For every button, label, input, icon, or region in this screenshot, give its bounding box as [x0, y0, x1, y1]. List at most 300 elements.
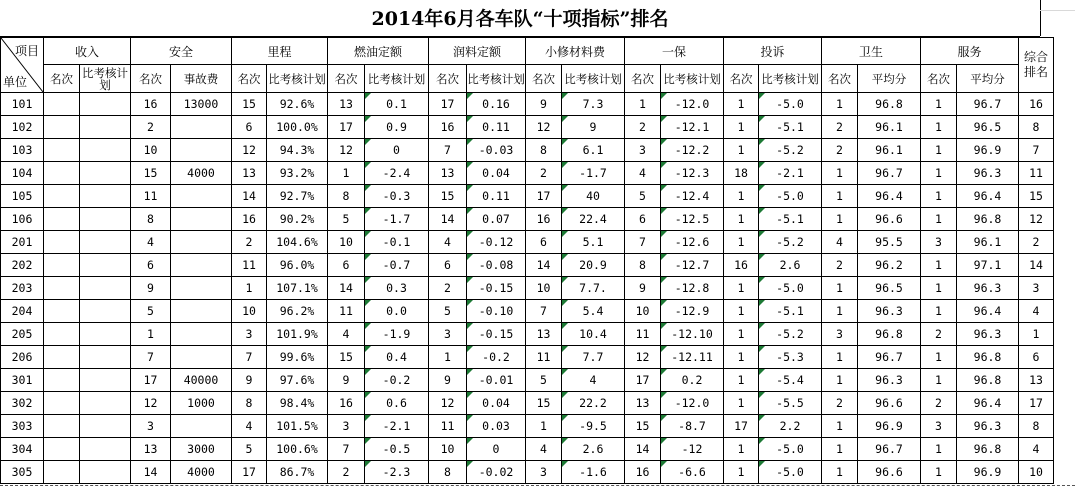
data-cell: 97.6% [267, 369, 328, 392]
data-cell: -5.2 [759, 323, 822, 346]
data-cell: 7 [131, 346, 171, 369]
data-cell: 96.7 [858, 438, 921, 461]
data-cell: 3 [921, 231, 957, 254]
data-cell [171, 254, 232, 277]
data-cell: 1 [724, 346, 759, 369]
data-cell [44, 139, 80, 162]
data-cell: 6 [526, 231, 562, 254]
data-cell: 9 [562, 116, 625, 139]
data-cell: 1 [724, 300, 759, 323]
total-rank-cell: 12 [1019, 208, 1054, 231]
data-cell [44, 415, 80, 438]
unit-cell: 103 [1, 139, 44, 162]
subheader-cell: 名次 [44, 65, 80, 93]
data-cell: 96.4 [957, 392, 1019, 415]
subheader-cell: 比考核计划 [467, 65, 526, 93]
data-cell: 5 [131, 300, 171, 323]
data-cell: 16 [232, 208, 267, 231]
data-cell [44, 254, 80, 277]
data-cell: 15 [328, 346, 365, 369]
data-cell: 10 [328, 231, 365, 254]
data-cell: -2.1 [759, 162, 822, 185]
data-cell [44, 277, 80, 300]
data-cell: 1 [328, 162, 365, 185]
unit-cell: 202 [1, 254, 44, 277]
data-cell: 1 [724, 369, 759, 392]
table-row [1, 254, 1054, 277]
data-cell: 97.1 [957, 254, 1019, 277]
total-rank-cell: 11 [1019, 162, 1054, 185]
data-cell [80, 369, 131, 392]
unit-cell: 104 [1, 162, 44, 185]
data-cell [44, 300, 80, 323]
data-cell: 13 [131, 438, 171, 461]
data-cell: 16 [724, 254, 759, 277]
data-cell: 96.9 [858, 415, 921, 438]
data-cell: 5.4 [562, 300, 625, 323]
data-cell: 96.7 [858, 162, 921, 185]
data-cell: -1.6 [562, 461, 625, 484]
data-cell: 1 [724, 461, 759, 484]
data-cell: 1 [822, 346, 858, 369]
data-cell: 96.2% [267, 300, 328, 323]
data-cell: 1 [724, 116, 759, 139]
data-cell [44, 323, 80, 346]
data-cell: 3 [232, 323, 267, 346]
data-cell: -12.2 [661, 139, 724, 162]
subheader-cell: 事故费 [171, 65, 232, 93]
data-cell: -12.0 [661, 93, 724, 116]
data-cell: 1 [822, 208, 858, 231]
data-cell: 1 [921, 277, 957, 300]
data-cell [80, 185, 131, 208]
data-cell: 0.03 [467, 415, 526, 438]
data-cell [80, 323, 131, 346]
data-cell [171, 346, 232, 369]
data-cell: -12.11 [661, 346, 724, 369]
data-cell: -5.0 [759, 185, 822, 208]
data-cell: 9 [328, 369, 365, 392]
data-cell [171, 323, 232, 346]
ranking-table [0, 37, 1054, 484]
total-rank-cell: 3 [1019, 277, 1054, 300]
subheader-cell: 名次 [921, 65, 957, 93]
subheader-cell: 比考核计划 [80, 65, 131, 93]
unit-label: 单位 [3, 75, 28, 89]
data-cell: 96.3 [957, 415, 1019, 438]
data-cell: 96.6 [858, 392, 921, 415]
data-cell: 5 [232, 438, 267, 461]
data-cell: 96.8 [858, 323, 921, 346]
data-cell: 11 [232, 254, 267, 277]
data-cell: 3000 [171, 438, 232, 461]
data-cell [171, 277, 232, 300]
data-cell: -5.0 [759, 438, 822, 461]
data-cell: 1000 [171, 392, 232, 415]
data-cell: -0.2 [467, 346, 526, 369]
data-cell: -5.0 [759, 461, 822, 484]
data-cell: 3 [921, 415, 957, 438]
data-cell: 93.2% [267, 162, 328, 185]
unit-cell: 102 [1, 116, 44, 139]
data-cell: 96.6 [858, 461, 921, 484]
total-rank-cell: 8 [1019, 116, 1054, 139]
data-cell: 95.5 [858, 231, 921, 254]
data-cell: -1.7 [562, 162, 625, 185]
data-cell: 96.5 [957, 116, 1019, 139]
data-cell: 3 [526, 461, 562, 484]
data-cell [171, 208, 232, 231]
data-cell: 96.1 [957, 231, 1019, 254]
data-cell: 2.6 [562, 438, 625, 461]
data-cell: 96.1 [858, 116, 921, 139]
data-cell: 5 [625, 185, 661, 208]
total-rank-cell: 7 [1019, 139, 1054, 162]
data-cell: 96.1 [858, 139, 921, 162]
unit-cell: 105 [1, 185, 44, 208]
data-cell: 96.3 [858, 369, 921, 392]
data-cell: 15 [429, 185, 467, 208]
data-cell: -0.1 [365, 231, 429, 254]
data-cell: 4 [526, 438, 562, 461]
data-cell: -1.9 [365, 323, 429, 346]
data-cell: 1 [526, 415, 562, 438]
header-row-sub [1, 65, 1054, 93]
data-cell: 96.4 [957, 300, 1019, 323]
data-cell: 96.9 [957, 461, 1019, 484]
data-cell: 96.9 [957, 139, 1019, 162]
subheader-cell: 名次 [232, 65, 267, 93]
data-cell: -0.03 [467, 139, 526, 162]
data-cell [171, 231, 232, 254]
data-cell: 17 [328, 116, 365, 139]
data-cell: 17 [131, 369, 171, 392]
data-cell: 4 [429, 231, 467, 254]
data-cell: 3 [822, 323, 858, 346]
data-cell: 0.2 [661, 369, 724, 392]
data-cell: 1 [921, 116, 957, 139]
data-cell: 20.9 [562, 254, 625, 277]
data-cell: 7 [526, 300, 562, 323]
data-cell [171, 185, 232, 208]
data-cell: 15 [625, 415, 661, 438]
data-cell: -12.8 [661, 277, 724, 300]
data-cell: 1 [724, 185, 759, 208]
unit-cell: 204 [1, 300, 44, 323]
data-cell: -9.5 [562, 415, 625, 438]
data-cell: 4 [232, 415, 267, 438]
data-cell [80, 116, 131, 139]
subheader-cell: 名次 [724, 65, 759, 93]
data-cell: 14 [232, 185, 267, 208]
data-cell: 0 [365, 139, 429, 162]
data-cell: 1 [921, 254, 957, 277]
group-header: 投诉 [724, 38, 822, 65]
data-cell: 0.11 [467, 116, 526, 139]
data-cell: -12.6 [661, 231, 724, 254]
subheader-cell: 比考核计划 [562, 65, 625, 93]
data-cell: 1 [625, 93, 661, 116]
data-cell: 4 [625, 162, 661, 185]
data-cell: 16 [328, 392, 365, 415]
data-cell: 17 [724, 415, 759, 438]
data-cell: 1 [822, 300, 858, 323]
data-cell: 0.16 [467, 93, 526, 116]
data-cell: -0.2 [365, 369, 429, 392]
data-cell: 90.2% [267, 208, 328, 231]
empty-gridline [1040, 0, 1075, 36]
item-label: 项目 [14, 44, 39, 58]
data-cell: 96.3 [957, 277, 1019, 300]
data-cell: 40 [562, 185, 625, 208]
data-cell: 9 [526, 93, 562, 116]
data-cell: -6.6 [661, 461, 724, 484]
data-cell [44, 162, 80, 185]
table-row [1, 277, 1054, 300]
unit-cell: 305 [1, 461, 44, 484]
total-rank-cell: 2 [1019, 231, 1054, 254]
group-header: 里程 [232, 38, 328, 65]
data-cell: 1 [724, 231, 759, 254]
data-cell: 9 [625, 277, 661, 300]
unit-cell: 106 [1, 208, 44, 231]
group-header: 卫生 [822, 38, 921, 65]
data-cell: 17 [232, 461, 267, 484]
data-cell: 1 [921, 346, 957, 369]
data-cell [171, 116, 232, 139]
data-cell: 96.8 [957, 438, 1019, 461]
data-cell: -0.15 [467, 277, 526, 300]
data-cell: 0.4 [365, 346, 429, 369]
data-cell: 15 [232, 93, 267, 116]
data-cell: 1 [131, 323, 171, 346]
data-cell: 12 [328, 139, 365, 162]
data-cell: 6 [429, 254, 467, 277]
subheader-cell: 名次 [625, 65, 661, 93]
total-rank-cell: 1 [1019, 323, 1054, 346]
data-cell: 101.5% [267, 415, 328, 438]
data-cell [44, 369, 80, 392]
data-cell: -0.08 [467, 254, 526, 277]
data-cell: -5.1 [759, 116, 822, 139]
group-header: 燃油定额 [328, 38, 429, 65]
data-cell: 0.04 [467, 392, 526, 415]
data-cell: 9 [232, 369, 267, 392]
data-cell: 13 [526, 323, 562, 346]
data-cell: 96.3 [858, 300, 921, 323]
data-cell: 14 [526, 254, 562, 277]
data-cell: -5.2 [759, 139, 822, 162]
data-cell: 0.04 [467, 162, 526, 185]
data-cell: 6 [328, 254, 365, 277]
data-cell: 10 [232, 300, 267, 323]
total-rank-cell: 4 [1019, 438, 1054, 461]
data-cell: 1 [232, 277, 267, 300]
subheader-cell: 比考核计划 [759, 65, 822, 93]
data-cell: -5.4 [759, 369, 822, 392]
data-cell: 1 [822, 369, 858, 392]
data-cell: -0.5 [365, 438, 429, 461]
group-header: 收入 [44, 38, 131, 65]
data-cell: 14 [429, 208, 467, 231]
data-cell [80, 231, 131, 254]
data-cell: 12 [429, 392, 467, 415]
data-cell: 0.6 [365, 392, 429, 415]
data-cell: 4000 [171, 162, 232, 185]
data-cell: 8 [131, 208, 171, 231]
data-cell [44, 231, 80, 254]
data-cell: 0.1 [365, 93, 429, 116]
data-cell: 0 [467, 438, 526, 461]
data-cell: 8 [429, 461, 467, 484]
group-header: 一保 [625, 38, 724, 65]
data-cell: 13 [232, 162, 267, 185]
data-cell [80, 208, 131, 231]
data-cell: 14 [131, 461, 171, 484]
data-cell: 6 [232, 116, 267, 139]
data-cell: 3 [328, 415, 365, 438]
data-cell: 7 [328, 438, 365, 461]
data-cell: 11 [131, 185, 171, 208]
data-cell: 2 [232, 231, 267, 254]
total-rank-header: 综合排名 [1019, 38, 1054, 93]
data-cell: 1 [822, 438, 858, 461]
unit-cell: 206 [1, 346, 44, 369]
subheader-cell: 名次 [822, 65, 858, 93]
data-cell: 3 [625, 139, 661, 162]
data-cell: 6 [625, 208, 661, 231]
group-header: 小修材料费 [526, 38, 625, 65]
table-row [1, 300, 1054, 323]
total-rank-cell: 15 [1019, 185, 1054, 208]
total-rank-cell: 4 [1019, 300, 1054, 323]
data-cell: -2.4 [365, 162, 429, 185]
data-cell: -12.1 [661, 116, 724, 139]
data-cell: 0.9 [365, 116, 429, 139]
data-cell: 13 [625, 392, 661, 415]
header-row-groups [1, 38, 1054, 65]
data-cell [80, 254, 131, 277]
data-cell: 96.6 [858, 208, 921, 231]
total-rank-cell: 17 [1019, 392, 1054, 415]
data-cell: -5.5 [759, 392, 822, 415]
data-cell: 96.8 [957, 346, 1019, 369]
data-cell: 2 [822, 392, 858, 415]
data-cell [80, 139, 131, 162]
data-cell: 92.6% [267, 93, 328, 116]
unit-cell: 304 [1, 438, 44, 461]
data-cell [44, 392, 80, 415]
data-cell: 10 [526, 277, 562, 300]
data-cell: 12 [625, 346, 661, 369]
data-cell [80, 438, 131, 461]
data-cell: 22.4 [562, 208, 625, 231]
data-cell: -0.3 [365, 185, 429, 208]
data-cell: -0.12 [467, 231, 526, 254]
total-rank-cell: 8 [1019, 415, 1054, 438]
data-cell: 0.3 [365, 277, 429, 300]
data-cell: -5.0 [759, 93, 822, 116]
data-cell: -5.1 [759, 300, 822, 323]
data-cell [80, 277, 131, 300]
data-cell: 2.2 [759, 415, 822, 438]
data-cell: 2 [921, 323, 957, 346]
data-cell: 99.6% [267, 346, 328, 369]
subheader-cell: 名次 [429, 65, 467, 93]
data-cell: 9 [429, 369, 467, 392]
data-cell: 0.07 [467, 208, 526, 231]
unit-cell: 205 [1, 323, 44, 346]
table-row [1, 392, 1054, 415]
data-cell: 3 [429, 323, 467, 346]
subheader-cell: 名次 [131, 65, 171, 93]
data-cell: 2 [822, 139, 858, 162]
data-cell: 100.0% [267, 116, 328, 139]
data-cell: 1 [921, 461, 957, 484]
data-cell [171, 139, 232, 162]
data-cell: 98.4% [267, 392, 328, 415]
data-cell: 17 [429, 93, 467, 116]
data-cell: 12 [232, 139, 267, 162]
table-row [1, 438, 1054, 461]
subheader-cell: 比考核计划 [365, 65, 429, 93]
data-cell: 17 [526, 185, 562, 208]
data-cell: 1 [921, 185, 957, 208]
data-cell: 1 [724, 208, 759, 231]
data-cell: 1 [724, 392, 759, 415]
data-cell: 10 [131, 139, 171, 162]
data-cell: 86.7% [267, 461, 328, 484]
data-cell: 7.7. [562, 277, 625, 300]
data-cell: 5.1 [562, 231, 625, 254]
data-cell: 2 [625, 116, 661, 139]
data-cell: 1 [822, 415, 858, 438]
data-cell: 1 [822, 277, 858, 300]
data-cell: 2 [822, 254, 858, 277]
table-row [1, 415, 1054, 438]
data-cell: 101.9% [267, 323, 328, 346]
data-cell [44, 116, 80, 139]
data-cell: 4000 [171, 461, 232, 484]
data-cell: -0.10 [467, 300, 526, 323]
data-cell: -0.7 [365, 254, 429, 277]
data-cell [44, 93, 80, 116]
data-cell: 4 [328, 323, 365, 346]
data-cell: -8.7 [661, 415, 724, 438]
data-cell [80, 392, 131, 415]
data-cell: 2 [822, 116, 858, 139]
data-cell: 16 [131, 93, 171, 116]
table-row [1, 231, 1054, 254]
data-cell [44, 438, 80, 461]
data-cell: 14 [328, 277, 365, 300]
data-cell [44, 208, 80, 231]
data-cell: 4 [131, 231, 171, 254]
data-cell [171, 300, 232, 323]
subheader-cell: 平均分 [858, 65, 921, 93]
data-cell: -12.0 [661, 392, 724, 415]
data-cell: 96.2 [858, 254, 921, 277]
data-cell: 7 [625, 231, 661, 254]
data-cell: 5 [328, 208, 365, 231]
data-cell: -0.01 [467, 369, 526, 392]
data-cell: 10.4 [562, 323, 625, 346]
corner-header-cell [1, 38, 44, 93]
data-cell: 7 [232, 346, 267, 369]
data-cell: 40000 [171, 369, 232, 392]
data-cell: -12.7 [661, 254, 724, 277]
data-cell: 1 [822, 162, 858, 185]
